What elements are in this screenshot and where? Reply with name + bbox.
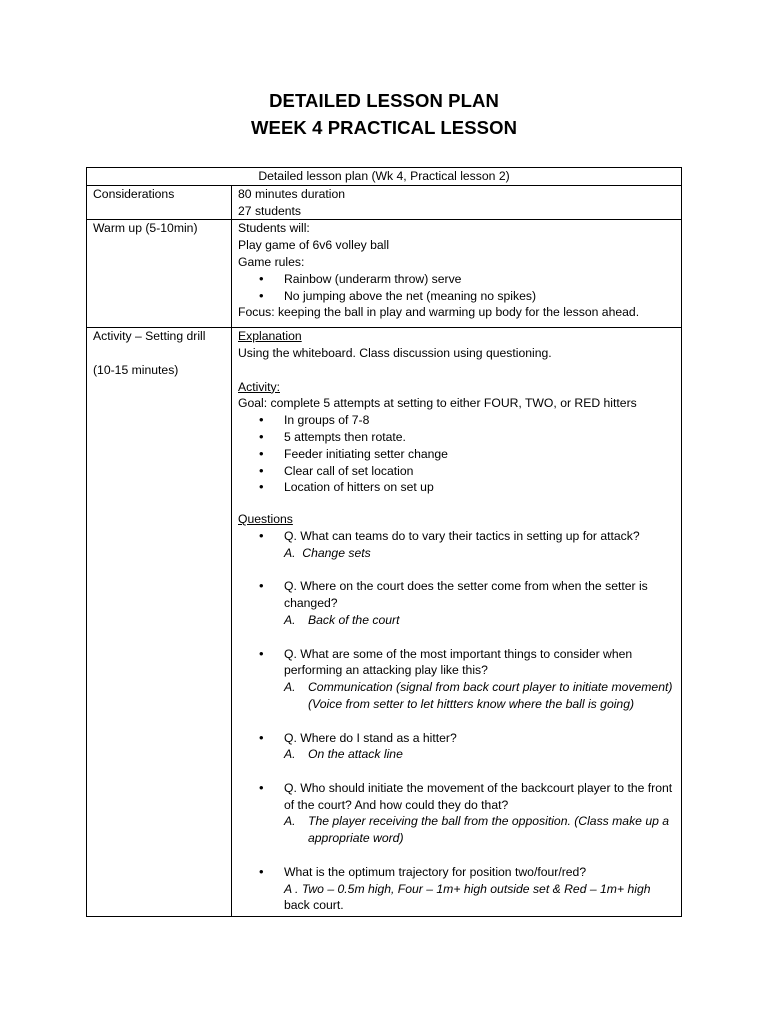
- warmup-focus: Focus: keeping the ball in play and warming up body for the lesson ahead.: [238, 305, 640, 320]
- question-text: • Q. What can teams do to vary their tactics in setting up for attack?: [238, 528, 675, 545]
- answer-prefix: A.: [284, 680, 296, 695]
- activity-row: [87, 328, 682, 917]
- lesson-plan-table: [86, 167, 682, 917]
- answer-prefix: A.: [284, 545, 296, 560]
- answer-item: [238, 612, 675, 629]
- activity-goal: Goal: complete 5 attempts at setting to either FOUR, TWO, or RED hitters: [238, 396, 637, 411]
- activity-points-list: [238, 412, 675, 496]
- table-header-row: [87, 168, 682, 186]
- document-title: DETAILED LESSON PLAN: [269, 90, 499, 111]
- answer-prefix: A.: [284, 814, 296, 829]
- explanation-text: Using the whiteboard. Class discussion using questioning.: [238, 345, 552, 360]
- answer-text: Change sets: [302, 545, 371, 560]
- answer-item: [238, 813, 675, 847]
- activity-label-duration: (10-15 minutes): [93, 362, 179, 377]
- answer-text: Communication (signal from back court player to initiate movement) (Voice from setter to let hittters know where the ball is going): [308, 680, 673, 711]
- list-item: • 5 attempts then rotate.: [238, 429, 675, 446]
- answer-prefix: A.: [284, 612, 296, 627]
- warmup-content: [232, 220, 682, 328]
- warmup-row: [87, 220, 682, 328]
- question-text: • What is the optimum trajectory for position two/four/red?: [238, 864, 675, 881]
- question-text: • Q. What are some of the most important things to consider when performing an attacking play like this?: [238, 646, 675, 680]
- answer-text: On the attack line: [308, 747, 403, 762]
- warmup-game: Play game of 6v6 volley ball: [238, 238, 390, 253]
- answer-text: Back of the court: [308, 612, 400, 627]
- duration-text: 80 minutes duration: [238, 186, 346, 201]
- list-item: • No jumping above the net (meaning no spikes): [238, 288, 675, 305]
- question-item: [238, 864, 675, 881]
- answer-item: [238, 679, 675, 713]
- warmup-rules-heading: Game rules:: [238, 254, 305, 269]
- considerations-label: Considerations: [87, 185, 232, 220]
- activity-content: [232, 328, 682, 917]
- considerations-row: [87, 185, 682, 220]
- list-item: • Clear call of set location: [238, 463, 675, 480]
- answer-prefix: A.: [284, 747, 296, 762]
- question-text: • Q. Where on the court does the setter come from when the setter is changed?: [238, 578, 675, 612]
- answer-text: A . Two – 0.5m high, Four – 1m+ high outside set & Red – 1m+ high: [284, 881, 651, 896]
- activity-label-title: Activity – Setting drill: [93, 329, 206, 344]
- answer-text: The player receiving the ball from the opposition. (Class make up a appropriate word): [308, 814, 670, 846]
- explanation-heading: Explanation: [238, 329, 302, 344]
- warmup-intro: Students will:: [238, 221, 310, 236]
- students-count-text: 27 students: [238, 203, 302, 218]
- answer-item: [238, 746, 675, 763]
- list-item: • Location of hitters on set up: [238, 479, 675, 496]
- warmup-rules-list: [238, 271, 675, 305]
- list-item: • Feeder initiating setter change: [238, 446, 675, 463]
- question-item: [238, 528, 675, 545]
- questions-heading: Questions: [238, 512, 293, 527]
- activity-label: [87, 328, 232, 917]
- question-item: [238, 780, 675, 814]
- question-item: [238, 578, 675, 612]
- list-item: • Rainbow (underarm throw) serve: [238, 271, 675, 288]
- warmup-label: Warm up (5-10min): [87, 220, 232, 328]
- question-text: • Q. Who should initiate the movement of the backcourt player to the front of the court? And how could they do that?: [238, 780, 675, 814]
- activity-heading: Activity:: [238, 379, 280, 394]
- question-item: [238, 730, 675, 747]
- question-item: [238, 646, 675, 680]
- answer-text-tail: back court.: [284, 898, 344, 913]
- table-header: Detailed lesson plan (Wk 4, Practical lesson 2): [87, 168, 682, 186]
- answer-item: [238, 545, 675, 562]
- list-item: • In groups of 7-8: [238, 412, 675, 429]
- question-text: • Q. Where do I stand as a hitter?: [238, 730, 675, 747]
- considerations-content: [232, 185, 682, 220]
- document-subtitle: WEEK 4 PRACTICAL LESSON: [250, 117, 518, 138]
